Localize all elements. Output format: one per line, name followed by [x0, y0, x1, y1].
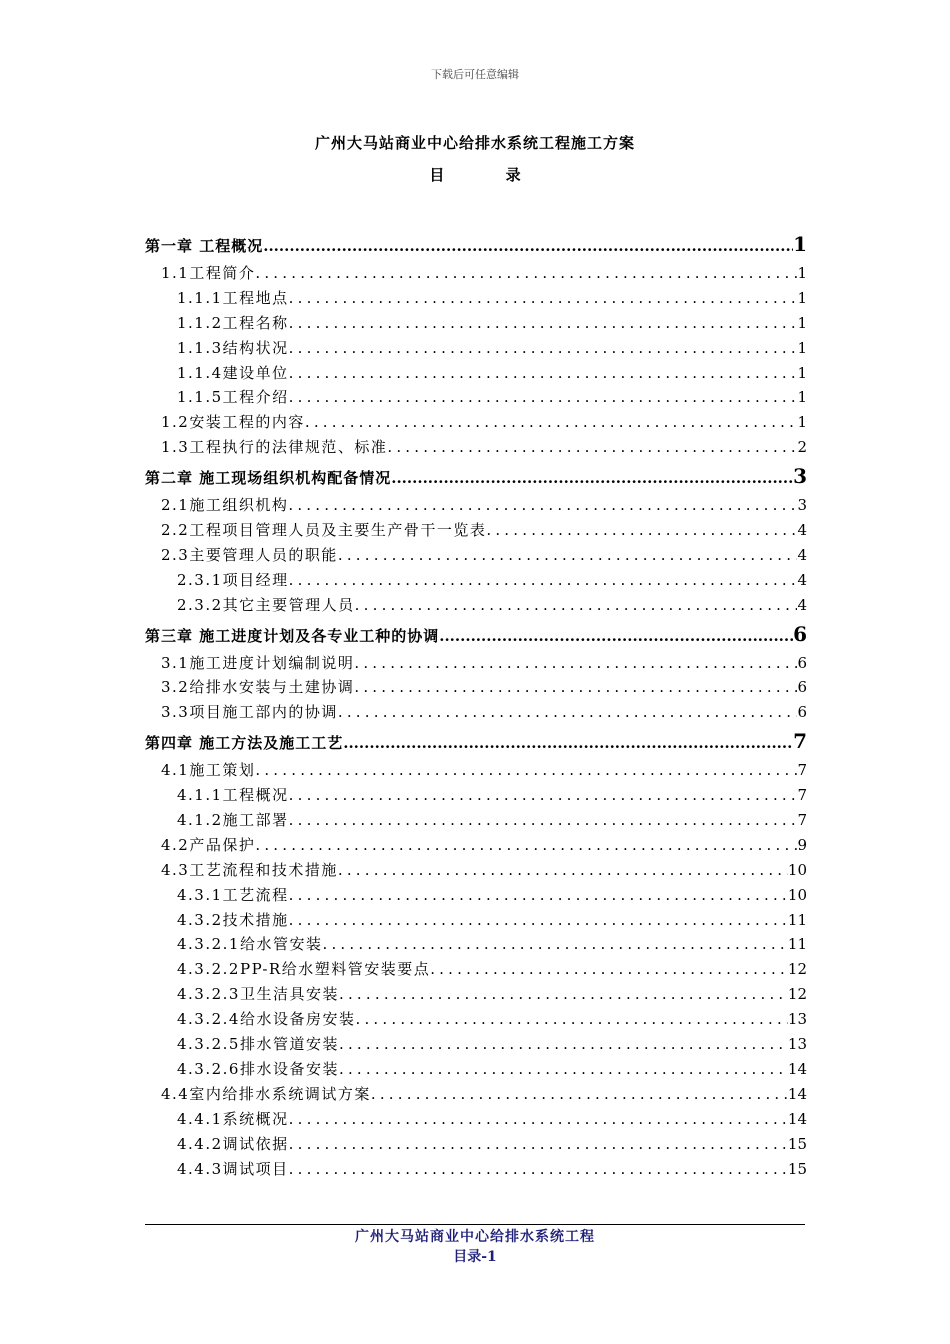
toc-entry[interactable]	[145, 982, 807, 1007]
toc-page-number: 14	[787, 1084, 807, 1103]
toc-entry[interactable]	[145, 808, 807, 833]
toc-entry-label: 4.3.2技术措施	[177, 910, 289, 929]
toc-leader-dots	[338, 858, 788, 883]
toc-leader-dots	[289, 311, 798, 336]
toc-entry[interactable]	[145, 883, 807, 908]
toc-page-number: 6	[797, 653, 807, 672]
toc-leader-dots	[289, 1107, 788, 1132]
toc-page-number: 7	[797, 786, 807, 805]
toc-entry-label: 4.3.2.6排水设备安装	[177, 1059, 339, 1078]
toc-leader-dots	[305, 410, 798, 435]
toc-leader-dots	[255, 261, 797, 286]
toc-entry-label: 4.2产品保护	[161, 835, 256, 854]
toc-entry[interactable]	[145, 518, 807, 543]
toc-page-number: 1	[797, 388, 807, 407]
toc-page-number: 13	[787, 1035, 807, 1054]
toc-entry[interactable]	[145, 1057, 807, 1082]
toc-entry-label: 4.3.1工艺流程	[177, 885, 289, 904]
toc-page-number: 13	[787, 1010, 807, 1029]
toc-leader-dots	[486, 518, 797, 543]
toc-entry[interactable]	[145, 783, 807, 808]
toc-leader-dots	[339, 1057, 788, 1082]
toc-entry[interactable]	[145, 361, 807, 386]
toc-leader-dots	[289, 783, 798, 808]
toc-entry-label: 1.1.2工程名称	[177, 313, 289, 332]
toc-entry-label: 4.4室内给排水系统调试方案	[161, 1084, 371, 1103]
toc-entry[interactable]	[145, 908, 807, 933]
toc-entry[interactable]	[145, 957, 807, 982]
toc-page-number: 1	[797, 363, 807, 382]
toc-entry[interactable]	[145, 493, 807, 518]
toc-entry-label: 4.1.1工程概况	[177, 786, 289, 805]
toc-entry[interactable]	[145, 1157, 807, 1182]
toc-entry-label: 第四章 施工方法及施工工艺	[145, 734, 344, 753]
footer-title: 广州大马站商业中心给排水系统工程	[355, 1229, 595, 1245]
toc-entry[interactable]	[145, 1032, 807, 1057]
toc-page-number: 1	[797, 313, 807, 332]
toc-entry-label: 4.3.2.5排水管道安装	[177, 1035, 339, 1054]
toc-leader-dots	[322, 932, 787, 957]
toc-entry-label: 1.1.4建设单位	[177, 363, 289, 382]
toc-page-number: 10	[787, 860, 807, 879]
toc-entry-label: 2.1施工组织机构	[161, 496, 289, 515]
toc-page-number: 15	[787, 1134, 807, 1153]
toc-entry-label: 4.1.2施工部署	[177, 811, 289, 830]
toc-entry[interactable]	[145, 858, 807, 883]
toc-page-number: 14	[787, 1059, 807, 1078]
toc-heading: 目 录	[429, 166, 549, 184]
toc-leader-dots	[289, 1157, 788, 1182]
toc-entry[interactable]	[145, 675, 807, 700]
toc-entry-label: 3.3项目施工部内的协调	[161, 703, 338, 722]
toc-page-number: 7	[793, 729, 807, 754]
toc-page-number: 14	[787, 1109, 807, 1128]
download-watermark: 下载后可任意编辑	[431, 68, 519, 81]
toc-entry[interactable]	[145, 700, 807, 725]
toc-leader-dots	[289, 568, 798, 593]
toc-page-number: 10	[787, 885, 807, 904]
toc-entry[interactable]	[145, 261, 807, 286]
toc-entry[interactable]	[145, 593, 807, 618]
toc-entry[interactable]	[145, 311, 807, 336]
toc-leader-dots	[354, 651, 797, 676]
toc-entry[interactable]	[145, 1107, 807, 1132]
toc-leader-dots	[338, 543, 798, 568]
toc-page-number: 3	[797, 496, 807, 515]
toc-leader-dots	[255, 833, 797, 858]
toc-chapter-entry[interactable]	[145, 228, 807, 261]
footer-divider	[145, 1224, 805, 1225]
toc-entry-label: 1.3工程执行的法律规范、标准	[161, 438, 388, 457]
toc-leader-dots	[371, 1082, 788, 1107]
toc-leader-dots	[289, 385, 798, 410]
toc-entry[interactable]	[145, 410, 807, 435]
toc-entry-label: 2.3主要管理人员的职能	[161, 545, 338, 564]
toc-chapter-entry[interactable]	[145, 725, 807, 758]
toc-entry-label: 1.1工程简介	[161, 264, 256, 282]
toc-page-number: 15	[787, 1159, 807, 1178]
toc-leader-dots	[289, 286, 798, 311]
toc-entry[interactable]	[145, 385, 807, 410]
toc-entry-label: 4.4.3调试项目	[177, 1159, 289, 1178]
toc-entry[interactable]	[145, 286, 807, 311]
toc-leader-dots	[430, 957, 788, 982]
toc-entry[interactable]	[145, 336, 807, 361]
toc-chapter-entry[interactable]	[145, 618, 807, 651]
document-title: 广州大马站商业中心给排水系统工程施工方案	[314, 134, 635, 152]
toc-page-number: 6	[797, 703, 807, 722]
toc-entry-label: 第三章 施工进度计划及各专业工种的协调	[145, 626, 440, 645]
toc-page-number: 1	[797, 288, 807, 307]
toc-page-number: 11	[787, 910, 807, 929]
toc-page-number: 1	[797, 413, 807, 432]
toc-entry[interactable]	[145, 1132, 807, 1157]
toc-page-number: 12	[787, 985, 807, 1004]
toc-entry-label: 2.3.2其它主要管理人员	[177, 595, 355, 614]
toc-page-number: 6	[793, 621, 807, 646]
toc-leader-dots	[289, 361, 798, 386]
toc-leader-dots	[255, 758, 797, 783]
toc-entry-label: 4.3.2.1给水管安装	[177, 935, 323, 954]
toc-entry[interactable]	[145, 568, 807, 593]
toc-leader-dots	[289, 808, 798, 833]
toc-page-number: 7	[797, 761, 807, 780]
toc-entry[interactable]	[145, 1007, 807, 1032]
toc-entry-label: 第一章 工程概况	[145, 237, 264, 255]
toc-entry-label: 4.3.2.2PP-R给水塑料管安装要点	[177, 960, 431, 979]
toc-entry[interactable]	[145, 932, 807, 957]
toc-entry-label: 1.1.1工程地点	[177, 288, 289, 307]
toc-page-number: 1	[797, 338, 807, 357]
toc-leader-dots	[354, 675, 797, 700]
toc-entry[interactable]	[145, 1082, 807, 1107]
toc-leader-dots	[263, 230, 793, 261]
toc-entry-label: 3.1施工进度计划编制说明	[161, 653, 355, 672]
toc-entry-label: 4.4.1系统概况	[177, 1109, 289, 1128]
toc-page-number: 4	[797, 521, 807, 540]
toc-leader-dots	[343, 727, 793, 758]
toc-page-number: 7	[797, 811, 807, 830]
toc-page-number: 9	[797, 835, 807, 854]
toc-page-number: 3	[793, 464, 807, 489]
toc-page-number: 2	[797, 438, 807, 457]
toc-leader-dots	[289, 883, 788, 908]
toc-entry-label: 4.1施工策划	[161, 761, 256, 780]
toc-leader-dots	[387, 435, 797, 460]
toc-entry-label: 4.3工艺流程和技术措施	[161, 860, 338, 879]
toc-page-number: 11	[787, 935, 807, 954]
toc-page-number: 1	[793, 232, 807, 256]
toc-entry-label: 3.2给排水安装与土建协调	[161, 678, 355, 697]
toc-entry-label: 1.1.5工程介绍	[177, 388, 289, 407]
toc-leader-dots	[355, 593, 798, 618]
toc-entry-label: 第二章 施工现场组织机构配备情况	[145, 469, 392, 488]
toc-entry-label: 4.3.2.3卫生洁具安装	[177, 985, 339, 1004]
toc-leader-dots	[339, 1032, 788, 1057]
toc-chapter-entry[interactable]	[145, 460, 807, 493]
toc-entry[interactable]	[145, 758, 807, 783]
toc-leader-dots	[289, 336, 798, 361]
toc-entry-label: 4.4.2调试依据	[177, 1134, 289, 1153]
toc-leader-dots	[355, 1007, 787, 1032]
toc-page-number: 12	[787, 960, 807, 979]
toc-entry-label: 1.1.3结构状况	[177, 338, 289, 357]
toc-page-number: 4	[797, 545, 807, 564]
toc-entry[interactable]	[145, 651, 807, 676]
toc-entry-label: 2.3.1项目经理	[177, 570, 289, 589]
toc-leader-dots	[339, 982, 788, 1007]
toc-page-number: 1	[797, 264, 807, 282]
toc-entry-label: 1.2安装工程的内容	[161, 413, 305, 432]
toc-leader-dots	[289, 908, 788, 933]
toc-entry[interactable]	[145, 833, 807, 858]
toc-leader-dots	[338, 700, 798, 725]
toc-page-number: 4	[797, 595, 807, 614]
toc-leader-dots	[288, 493, 797, 518]
toc-page-number: 4	[797, 570, 807, 589]
toc-entry[interactable]	[145, 435, 807, 460]
toc-leader-dots	[439, 620, 793, 651]
toc-entry[interactable]	[145, 543, 807, 568]
footer-page-number: 目录-1	[453, 1249, 497, 1265]
toc-entry-label: 2.2工程项目管理人员及主要生产骨干一览表	[161, 521, 487, 540]
toc-leader-dots	[289, 1132, 788, 1157]
toc-leader-dots	[391, 462, 793, 493]
toc-page-number: 6	[797, 678, 807, 697]
table-of-contents	[145, 228, 807, 1181]
toc-entry-label: 4.3.2.4给水设备房安装	[177, 1010, 356, 1029]
